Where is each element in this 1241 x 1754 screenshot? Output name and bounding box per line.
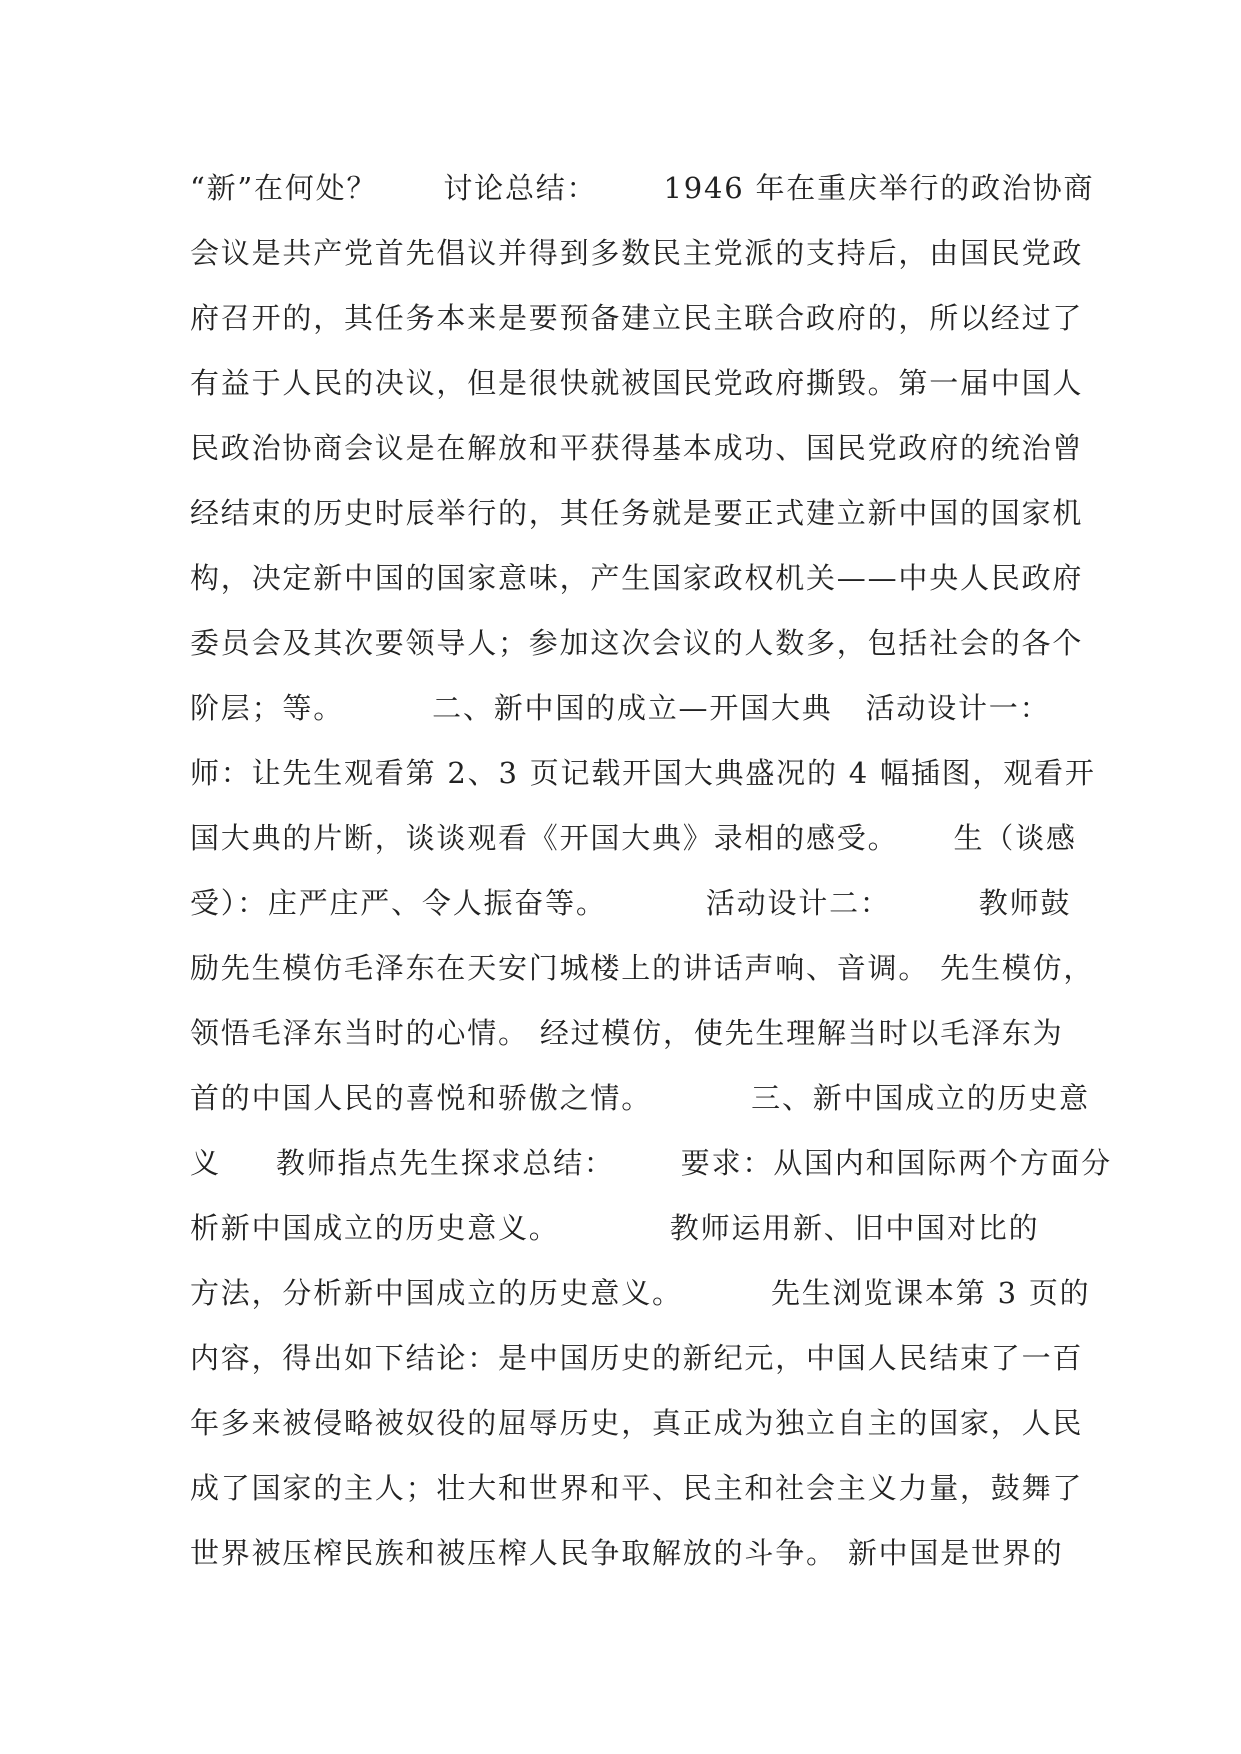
text-line: 构，决定新中国的国家意味，产生国家政权机关——中央人民政府	[190, 561, 1084, 595]
text-line: 会议是共产党首先倡议并得到多数民主党派的支持后，由国民党政	[190, 236, 1084, 270]
text-line: “新”在何处？ 讨论总结： 1946 年在重庆举行的政治协商	[190, 171, 1095, 205]
text-line: 府召开的，其任务本来是要预备建立民主联合政府的，所以经过了	[190, 301, 1084, 335]
text-line: 世界被压榨民族和被压榨人民争取解放的斗争。 新中国是世界的	[190, 1536, 1064, 1570]
text-line: 委员会及其次要领导人；参加这次会议的人数多，包括社会的各个	[190, 626, 1084, 660]
text-line: 首的中国人民的喜悦和骄傲之情。 三、新中国成立的历史意	[190, 1081, 1090, 1115]
text-line: 义 教师指点先生探求总结： 要求：从国内和国际两个方面分	[190, 1146, 1113, 1180]
text-line: 励先生模仿毛泽东在天安门城楼上的讲话声响、音调。 先生模仿，	[190, 951, 1095, 985]
body-text	[190, 156, 1113, 1586]
text-line: 师：让先生观看第 2、3 页记载开国大典盛况的 4 幅插图，观看开	[190, 756, 1096, 790]
text-line: 经结束的历史时辰举行的，其任务就是要正式建立新中国的国家机	[190, 496, 1084, 530]
text-line: 成了国家的主人；壮大和世界和平、民主和社会主义力量，鼓舞了	[190, 1471, 1084, 1505]
text-line: 析新中国成立的历史意义。 教师运用新、旧中国对比的	[190, 1211, 1040, 1245]
text-line: 阶层；等。 二、新中国的成立—开国大典 活动设计一：	[190, 691, 1051, 725]
text-line: 民政治协商会议是在解放和平获得基本成功、国民党政府的统治曾	[190, 431, 1084, 465]
text-line: 方法，分析新中国成立的历史意义。 先生浏览课本第 3 页的	[190, 1276, 1091, 1310]
text-line: 领悟毛泽东当时的心情。 经过模仿，使先生理解当时以毛泽东为	[190, 1016, 1064, 1050]
text-line: 内容，得出如下结论：是中国历史的新纪元，中国人民结束了一百	[190, 1341, 1084, 1375]
text-line: 年多来被侵略被奴役的屈辱历史，真正成为独立自主的国家，人民	[190, 1406, 1084, 1440]
text-line: 国大典的片断，谈谈观看《开国大典》录相的感受。 生（谈感	[190, 821, 1077, 855]
text-line: 有益于人民的决议，但是很快就被国民党政府撕毁。第一届中国人	[190, 366, 1084, 400]
text-line: 受）：庄严庄严、令人振奋等。 活动设计二： 教师鼓	[190, 886, 1072, 920]
